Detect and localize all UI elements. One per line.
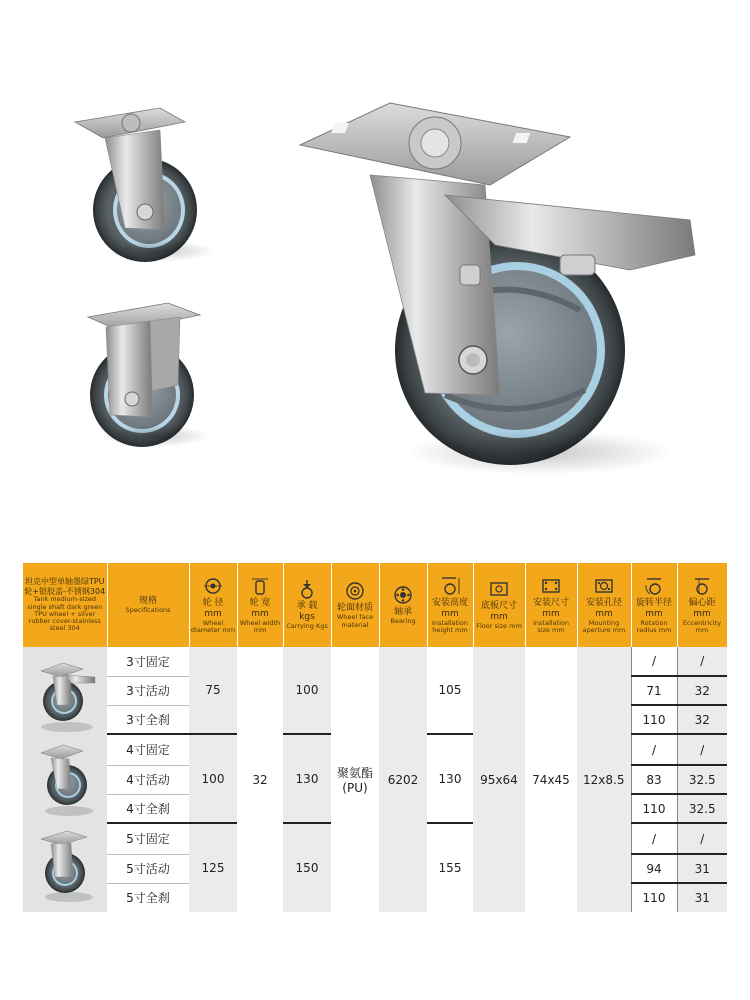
- eccentricity-value: 32: [677, 676, 727, 705]
- eccentricity-value: 32.5: [677, 794, 727, 823]
- mounting-aperture-value: 12x8.5: [577, 647, 631, 912]
- spec-label: 3寸固定: [107, 647, 189, 676]
- wheel-diameter-value: 75: [189, 647, 237, 734]
- table-header-row: [23, 563, 727, 647]
- spec-table: [23, 563, 728, 912]
- eccentricity-value: 32: [677, 705, 727, 734]
- material-value: 聚氨酯 (PU): [331, 647, 379, 912]
- rotation-radius-value: 110: [631, 705, 677, 734]
- spec-label: 4寸全刹: [107, 794, 189, 823]
- eccentricity-value: /: [677, 734, 727, 765]
- bearing-value: 6202: [379, 647, 427, 912]
- eccentricity-value: /: [677, 647, 727, 676]
- caster-image-brake-large: [295, 95, 715, 485]
- col-installation-height: 安装高度 mm Installation height mm: [427, 563, 473, 647]
- table-row: [23, 647, 727, 676]
- rotation-radius-value: /: [631, 734, 677, 765]
- eccentricity-value: 32.5: [677, 765, 727, 794]
- col-load: 承 载 kgs Carrying Kgs: [283, 563, 331, 647]
- eccentricity-value: /: [677, 823, 727, 854]
- spec-label: 3寸全刹: [107, 705, 189, 734]
- installation-height-icon: [439, 576, 461, 596]
- eccentricity-value: 31: [677, 883, 727, 912]
- caster-thumbnails: [23, 647, 107, 909]
- floor-size-icon: [488, 579, 510, 599]
- spec-label: 4寸固定: [107, 734, 189, 765]
- wheel-diameter-icon: [202, 576, 224, 596]
- floor-size-value: 95x64: [473, 647, 525, 912]
- col-eccentricity: 偏心距 mm Eccentricity mm: [677, 563, 727, 647]
- spec-label: 3寸活动: [107, 676, 189, 705]
- installation-height-value: 155: [427, 823, 473, 912]
- col-wheel-face: 轮面材质 Wheel face material: [331, 563, 379, 647]
- rotation-radius-value: 83: [631, 765, 677, 794]
- rotation-radius-value: 94: [631, 854, 677, 883]
- rotation-radius-value: /: [631, 823, 677, 854]
- col-installation-size: 安装尺寸 mm Installation size mm: [525, 563, 577, 647]
- col-floor-size: 底板尺寸 mm Floor size mm: [473, 563, 525, 647]
- wheel-diameter-value: 125: [189, 823, 237, 912]
- col-rotation-radius: 旋转半径 mm Rotation radius mm: [631, 563, 677, 647]
- wheel-width-icon: [249, 576, 271, 596]
- product-title-en: Tank medium-sized single shaft dark green TPU wheel + silver rubber cover-stainless steel 304: [27, 595, 103, 633]
- eccentricity-icon: [691, 576, 713, 596]
- wheel-width-value: 32: [237, 647, 283, 912]
- rotation-radius-value: 71: [631, 676, 677, 705]
- installation-size-icon: [540, 576, 562, 596]
- load-value: 100: [283, 647, 331, 734]
- col-wheel-width: 轮 宽 mm Wheel width mm: [237, 563, 283, 647]
- col-spec: 规格 Specifications: [107, 563, 189, 647]
- col-wheel-diameter: 轮 径 mm Wheel diameter mm: [189, 563, 237, 647]
- spec-label: 5寸活动: [107, 854, 189, 883]
- mounting-aperture-icon: [593, 576, 615, 596]
- spec-label: 5寸全刹: [107, 883, 189, 912]
- installation-height-value: 105: [427, 647, 473, 734]
- col-bearing: 轴承 Bearing: [379, 563, 427, 647]
- eccentricity-value: 31: [677, 854, 727, 883]
- spec-label: 5寸固定: [107, 823, 189, 854]
- wheel-diameter-value: 100: [189, 734, 237, 823]
- product-title-cell: [23, 563, 107, 647]
- thumbnail-column: [23, 647, 107, 912]
- rotation-radius-icon: [643, 576, 665, 596]
- col-mounting-aperture: 安装孔径 mm Mounting aperture mm: [577, 563, 631, 647]
- installation-size-value: 74x45: [525, 647, 577, 912]
- product-title-zh: 坦克中型单轴墨绿TPU轮+银胶盖-不锈钢304: [24, 577, 106, 596]
- load-value: 130: [283, 734, 331, 823]
- spec-label: 4寸活动: [107, 765, 189, 794]
- load-icon: [296, 579, 318, 599]
- bearing-icon: [392, 585, 414, 605]
- caster-image-swivel-small: [65, 100, 225, 270]
- load-value: 150: [283, 823, 331, 912]
- caster-image-rigid-small: [80, 295, 220, 455]
- installation-height-value: 130: [427, 734, 473, 823]
- wheel-face-icon: [344, 581, 366, 601]
- rotation-radius-value: 110: [631, 883, 677, 912]
- rotation-radius-value: 110: [631, 794, 677, 823]
- rotation-radius-value: /: [631, 647, 677, 676]
